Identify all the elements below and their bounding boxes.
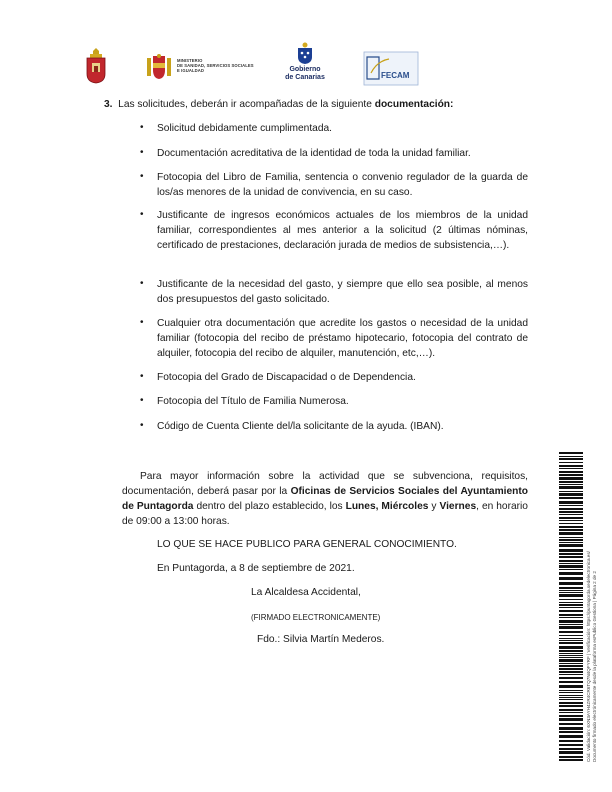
barcode-bar: [559, 702, 583, 704]
barcode-bar: [559, 655, 583, 656]
validation-barcode: [559, 452, 583, 761]
list-item: Justificante de ingresos económicos actuales de los miembros de la unidad familiar, correspondientes al mes anterior a la solicitud (2 últimas nóminas, certificado de prestaciones, declaración jurada de medios de subsistencia,…).: [157, 210, 528, 251]
barcode-bar: [559, 668, 583, 670]
barcode-bar: [559, 731, 583, 733]
barcode-bar: [559, 592, 583, 593]
barcode-bar: [559, 697, 583, 698]
bullet-icon: •: [140, 317, 144, 328]
barcode-bar: [559, 549, 583, 552]
barcode-bar: [559, 456, 583, 457]
validation-platform-line: Documento firmado electrónicamente desde la plataforma esPublico Gestiona | Página 2 de 2: [592, 571, 597, 762]
fecam-label: FECAM: [381, 71, 410, 80]
ministerio-line-1: MINISTERIO: [177, 58, 203, 63]
signed-electronically-note: (FIRMADO ELECTRONICAMENTE): [251, 613, 381, 622]
barcode-bar: [559, 744, 583, 746]
barcode-bar: [559, 505, 583, 506]
list-item: Fotocopia del Libro de Familia, sentencia o convenio regulador de la guarda de los/as menores de la unidad de convivencia, en su caso.: [157, 172, 528, 198]
bullet-icon: •: [140, 278, 144, 289]
gobierno-canarias-logo: [282, 42, 328, 86]
barcode-bar: [559, 685, 583, 688]
bullet-icon: •: [140, 420, 144, 431]
barcode-bar: [559, 542, 583, 543]
ministerio-name: [177, 58, 254, 74]
barcode-bar: [559, 635, 583, 636]
barcode-bar: [559, 556, 583, 558]
barcode-bar: [559, 523, 583, 524]
info-text-1: Para mayor información sobre la actividad que se subvenciona, requisitos, documentación, deberá pasar por la: [122, 471, 528, 497]
barcode-bar: [559, 604, 583, 606]
barcode-bar: [559, 748, 583, 750]
barcode-bar: [559, 610, 583, 612]
barcode-bar: [559, 715, 583, 717]
barcode-bar: [559, 569, 583, 570]
barcode-bar: [559, 646, 583, 649]
barcode-bar: [559, 650, 583, 652]
info-days-1: Lunes, Miércoles: [345, 501, 429, 512]
ministerio-sanidad-logo: [145, 54, 275, 80]
gobierno-canarias-name: [282, 66, 328, 82]
validation-code-line: Cód. Validación: 6XN3AYH4ZR4CR6TQ7N4QFYRF | Verificación: https://puntagorda.sedelectronica.es/: [586, 551, 591, 762]
barcode-bar: [559, 517, 583, 519]
barcode-bar: [559, 626, 583, 629]
barcode-bar: [559, 452, 583, 454]
section-number: 3.: [104, 99, 113, 110]
barcode-bar: [559, 565, 583, 568]
validation-side-text: [586, 442, 598, 762]
barcode-bar: [559, 677, 583, 679]
fecam-logo: [363, 51, 419, 86]
bullet-icon: •: [140, 371, 144, 382]
barcode-bar: [559, 590, 583, 591]
barcode-bar: [559, 520, 583, 521]
barcode-bar: [559, 638, 583, 639]
barcode-bar: [559, 695, 583, 696]
barcode-bar: [559, 751, 583, 754]
barcode-bar: [559, 560, 583, 562]
barcode-bar: [559, 642, 583, 644]
list-item: Código de Cuenta Cliente del/la solicitante de la ayuda. (IBAN).: [157, 421, 444, 432]
barcode-bar: [559, 532, 583, 535]
ministerio-line-2: DE SANIDAD, SERVICIOS SOCIALES: [177, 63, 254, 69]
barcode-bar: [559, 481, 583, 483]
barcode-bar: [559, 544, 583, 547]
bullet-icon: •: [140, 395, 144, 406]
barcode-bar: [559, 690, 583, 691]
list-item: Justificante de la necesidad del gasto, y siempre que ello sea posible, al menos dos presupuestos del gasto solicitado.: [157, 279, 528, 305]
barcode-bar: [559, 493, 583, 496]
list-item: Fotocopia del Título de Familia Numerosa.: [157, 396, 349, 407]
info-text-3: y: [428, 501, 440, 512]
place-date: En Puntagorda, a 8 de septiembre de 2021.: [157, 563, 355, 574]
barcode-bar: [559, 458, 583, 460]
info-days-2: Viernes: [439, 501, 477, 512]
barcode-bar: [559, 526, 583, 528]
barcode-bar: [559, 735, 583, 738]
list-item: Solicitud debidamente cumplimentada.: [157, 123, 332, 134]
barcode-bar: [559, 471, 583, 473]
barcode-bar: [559, 607, 583, 608]
barcode-bar: [559, 671, 583, 673]
barcode-bar: [559, 553, 583, 555]
barcode-bar: [559, 665, 583, 667]
barcode-bar: [559, 620, 583, 623]
section-heading: [104, 97, 453, 112]
barcode-bar: [559, 491, 583, 492]
ayuntamiento-coat-of-arms-logo: [86, 48, 106, 84]
barcode-bar: [559, 477, 583, 480]
barcode-bar: [559, 497, 583, 499]
info-office-name: Oficinas de Servicios Sociales del Ayuntamiento de Puntagorda: [122, 486, 528, 512]
info-text-2: dentro del plazo establecido, los: [193, 501, 346, 512]
barcode-bar: [559, 577, 583, 580]
barcode-bar: [559, 514, 583, 515]
list-item: Documentación acreditativa de la identidad de toda la unidad familiar.: [157, 148, 471, 159]
barcode-bar: [559, 501, 583, 504]
bullet-icon: •: [140, 122, 144, 133]
barcode-bar: [559, 537, 583, 538]
section-intro-bold: documentación:: [374, 99, 454, 110]
barcode-bar: [559, 511, 583, 513]
barcode-bar: [559, 640, 583, 641]
barcode-bar: [559, 529, 583, 531]
barcode-bar: [559, 705, 583, 707]
barcode-bar: [559, 594, 583, 597]
bullet-icon: •: [140, 209, 144, 220]
barcode-bar: [559, 587, 583, 589]
gobierno-line-1: Gobierno: [289, 66, 321, 73]
signer-role: La Alcaldesa Accidental,: [251, 587, 361, 598]
barcode-bar: [559, 699, 583, 700]
barcode-bar: [559, 599, 583, 600]
bullet-icon: •: [140, 147, 144, 158]
info-paragraph: [122, 469, 528, 529]
barcode-bar: [559, 572, 583, 575]
barcode-bar: [559, 617, 583, 618]
info-text-4: , en horario de 09:00 a 13:00 horas.: [122, 501, 528, 527]
list-item: Fotocopia del Grado de Discapacidad o de Dependencia.: [157, 372, 416, 383]
barcode-bar: [559, 484, 583, 485]
barcode-bar: [559, 653, 583, 654]
barcode-bar: [559, 759, 583, 761]
barcode-bar: [559, 663, 583, 664]
barcode-bar: [559, 465, 583, 467]
barcode-bar: [559, 614, 583, 616]
barcode-bar: [559, 727, 583, 730]
barcode-bar: [559, 718, 583, 721]
barcode-bar: [559, 709, 583, 711]
barcode-bar: [559, 681, 583, 683]
barcode-bar: [559, 723, 583, 725]
barcode-bar: [559, 631, 583, 633]
barcode-bar: [559, 692, 583, 693]
barcode-bar: [559, 674, 583, 675]
barcode-bar: [559, 462, 583, 463]
barcode-bar: [559, 740, 583, 742]
barcode-bar: [559, 474, 583, 476]
barcode-bar: [559, 659, 583, 662]
ministerio-line-3: E IGUALDAD: [177, 68, 205, 74]
barcode-bar: [559, 624, 583, 625]
barcode-bar: [559, 756, 583, 758]
section-intro: Las solicitudes, deberán ir acompañadas de la siguiente: [118, 99, 375, 110]
barcode-bar: [559, 657, 583, 658]
gobierno-line-2: de Canarias: [285, 74, 325, 81]
barcode-bar: [559, 563, 583, 564]
barcode-bar: [559, 486, 583, 489]
barcode-bar: [559, 582, 583, 585]
bullet-icon: •: [140, 171, 144, 182]
public-notice: LO QUE SE HACE PUBLICO PARA GENERAL CONOCIMIENTO.: [157, 539, 457, 550]
barcode-bar: [559, 508, 583, 510]
barcode-bar: [559, 539, 583, 541]
barcode-bar: [559, 712, 583, 713]
signature-name: Fdo.: Silvia Martín Mederos.: [257, 634, 385, 645]
list-item: Cualquier otra documentación que acredite los gastos o necesidad de la unidad familiar (fotocopia del recibo de préstamo hipotecario, fotocopia del contrato de alquiler, fotocopia del recibo de alquiler, manutención, etc,…).: [157, 318, 528, 359]
barcode-bar: [559, 602, 583, 603]
barcode-bar: [559, 468, 583, 469]
